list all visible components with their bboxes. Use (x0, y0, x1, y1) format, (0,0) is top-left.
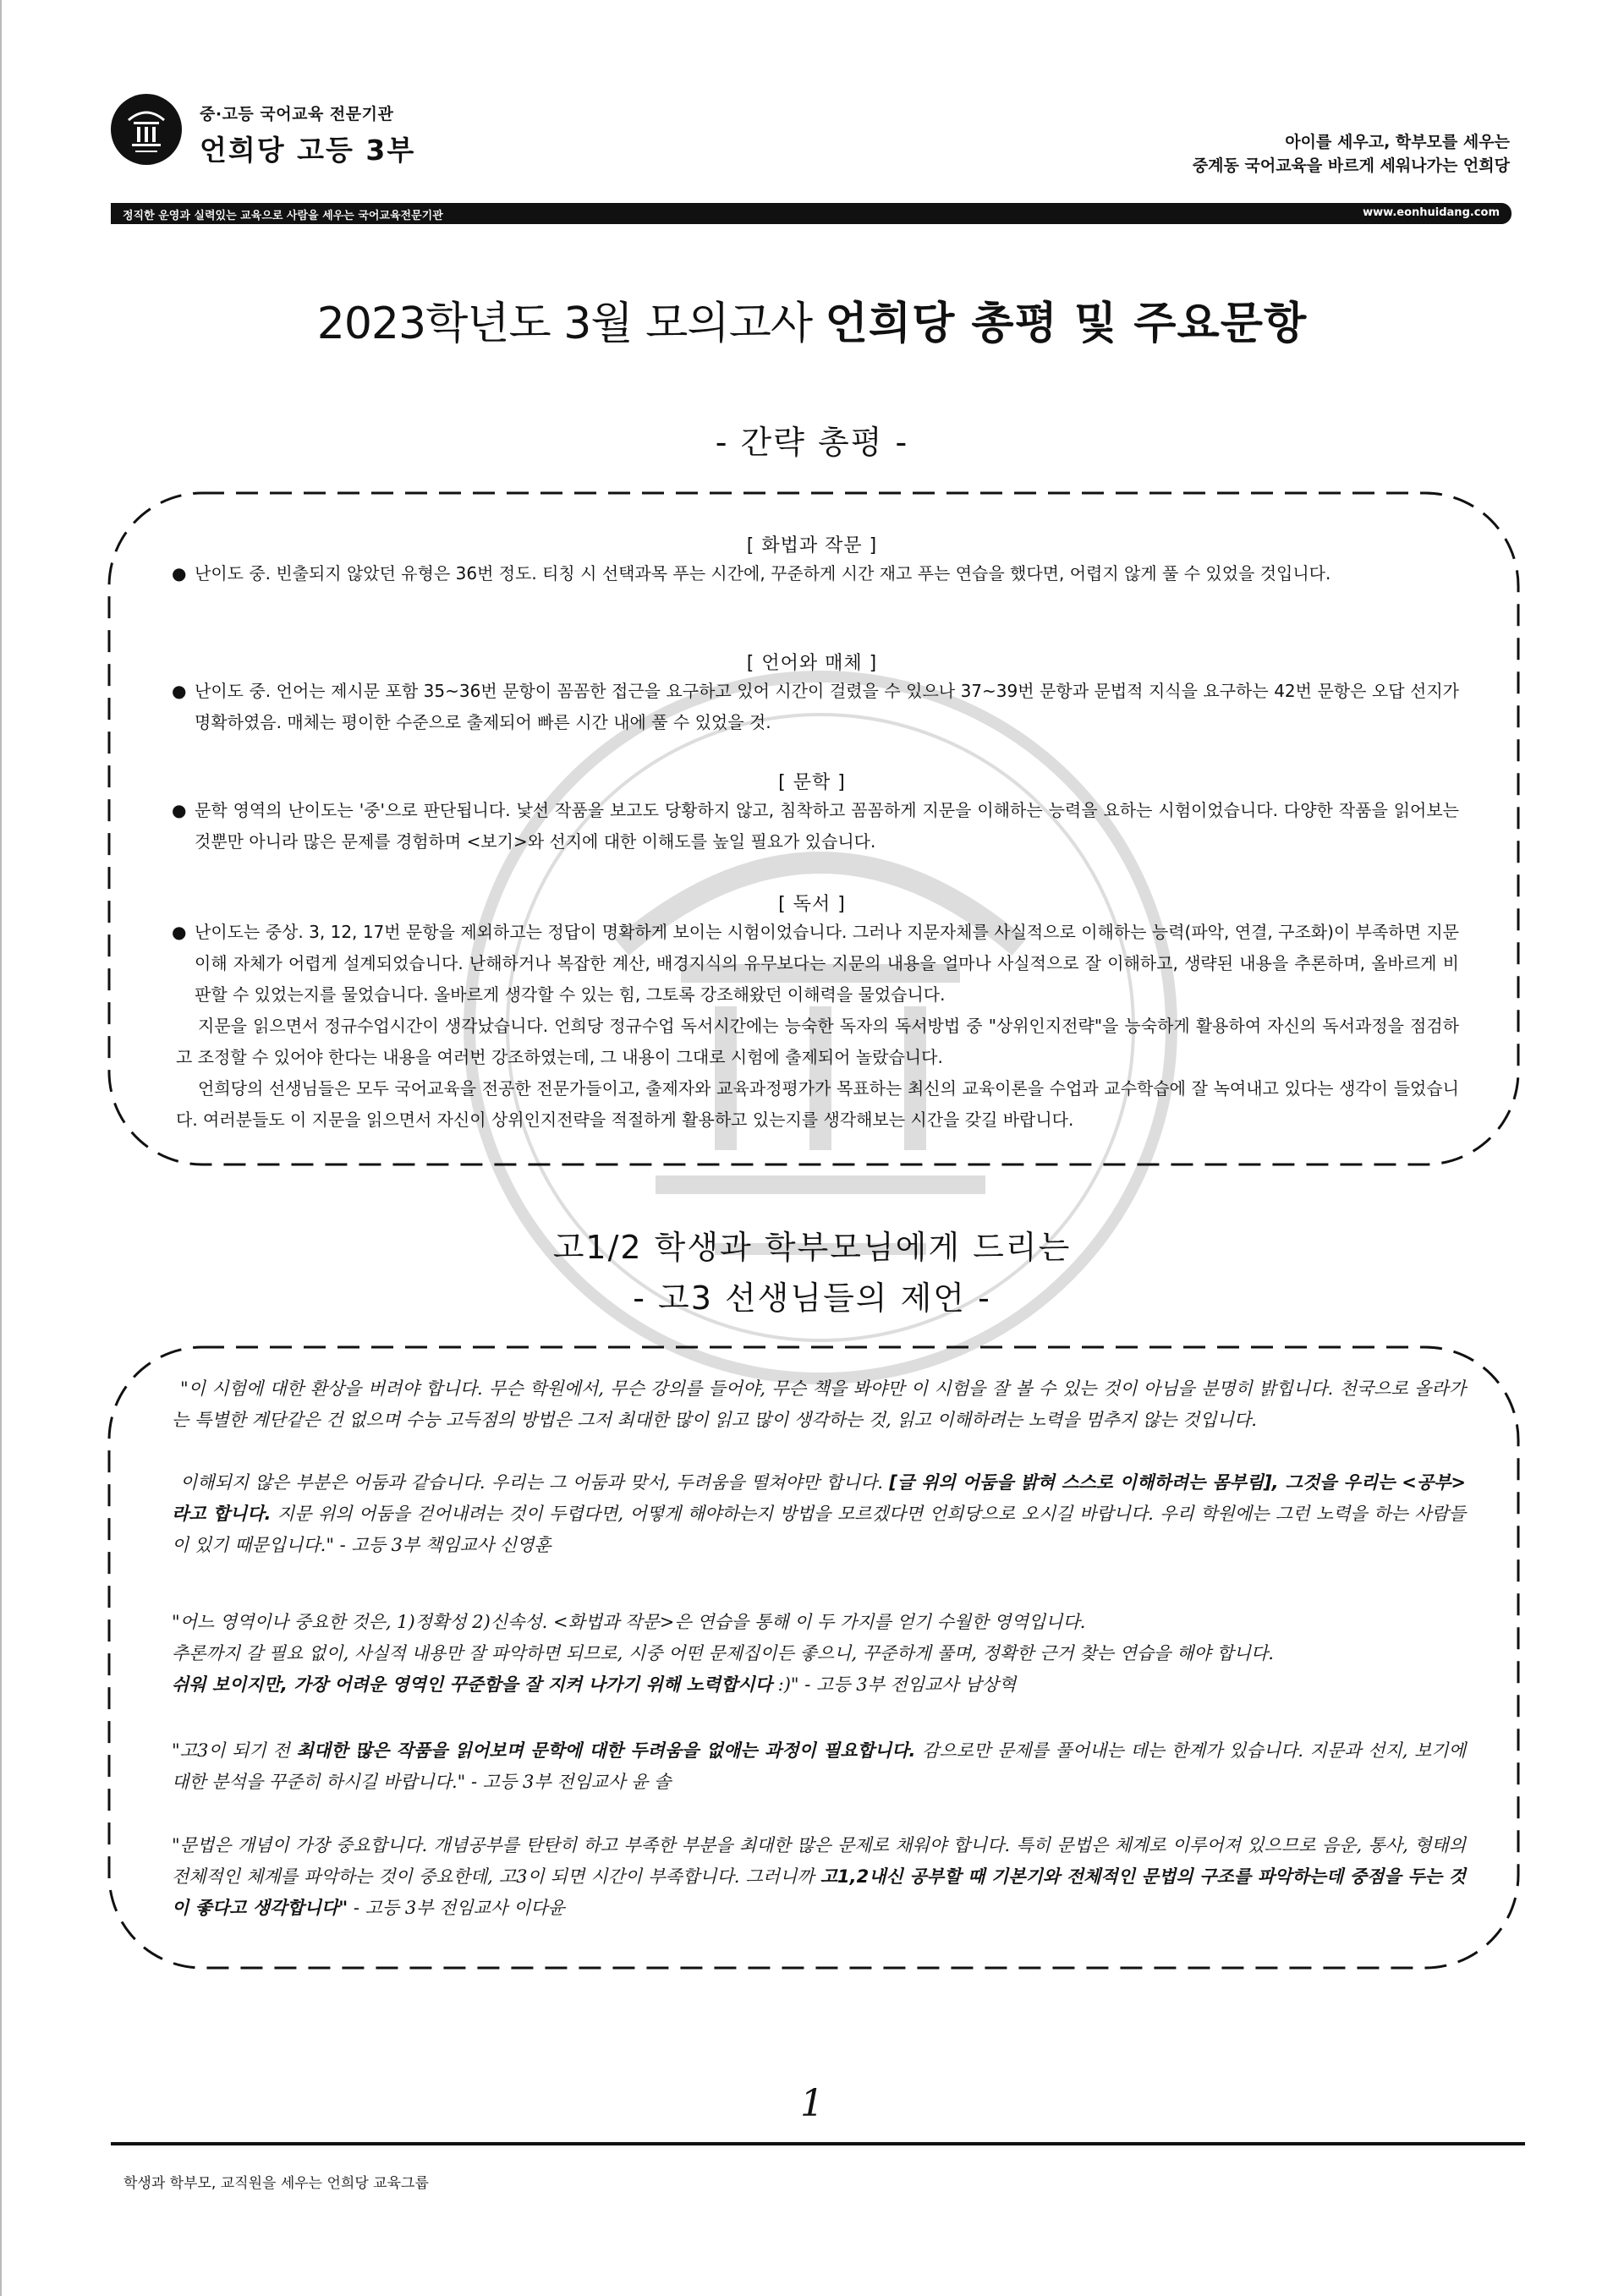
motto-line2: 중계동 국어교육을 바르게 세워나가는 언희당 (1192, 156, 1510, 175)
summary-language-media: 난이도 중. 언어는 제시문 포함 35~36번 문항이 꼼꼼한 접근을 요구하고 있어 시간이 걸렸을 수 있으나 37~39번 문항과 문법적 지식을 요구하는 42번 문항은 오답 선지가 명확하였음. 매체는 평이한 수준으로 출제되어 빠른 시간 내에 풀 수 있었을 것. (195, 681, 1459, 732)
summary-heading: - 간략 총평 - (715, 424, 909, 461)
advice-nam (172, 1607, 1466, 1701)
advice-yun-closing: 감으로만 문제를 풀어내는 데는 한계가 있습니다. 지문과 선지, 보기에 대한 분석을 꾸준히 하시길 바랍니다." - 고등 3부 전임교사 윤 솔 (172, 1740, 1466, 1792)
motto (1193, 130, 1510, 178)
advice-lee-lead: "문법은 개념이 가장 중요합니다. 개념공부를 탄탄히 하고 부족한 부분을 최대한 많은 문제로 채워야 합니다. 특히 문법은 체계로 이루어져 있으므로 음운, 통사, 형태의 전체적인 체계를 파악하는 것이 중요한데, 고3이 되면 시간이 부족합니다. 그러니까 (172, 1835, 1466, 1887)
subheading-language-media: [ 언어와 매체 ] (746, 653, 878, 674)
summary-reading: 난이도는 중상. 3, 12, 17번 문항을 제외하고는 정답이 명확하게 보이는 시험이었습니다. 그러나 지문자체를 사실적으로 이해하는 능력(파악, 연결, 구조화)이 부족하면 지문이해 자체가 어렵게 설계되었습니다. 난해하거나 복잡한 계산, 배경지식의 유무보다는 지문의 내용을 얼마나 사실적으로 잘 이해하고, 생략된 내용을 추론하며, 올바르게 비판할 수 있었는지를 물었습니다. 올바르게 생각할 수 있는 힘, 그토록 강조해왔던 이해력을 물었습니다. (195, 922, 1459, 1005)
footer-text: 학생과 학부모, 교직원을 세우는 언희당 교육그룹 (123, 2175, 429, 2192)
document-title (0, 288, 1624, 351)
bullet-icon: ● (172, 563, 187, 584)
advice-shin-intro: "이 시험에 대한 환상을 버려야 합니다. 무슨 학원에서, 무슨 강의를 들어야, 무슨 책을 봐야만 이 시험을 잘 볼 수 있는 것이 아님을 분명히 밝힙니다. 천국으로 올라가는 특별한 계단같은 건 없으며 수능 고득점의 방법은 그저 최대한 많이 읽고 많이 생각하는 것, 읽고 이해하려는 노력을 멈추지 않는 것입니다. (172, 1378, 1466, 1430)
advice-nam-p1: "어느 영역이나 중요한 것은, 1)정확성 2)신속성. <화법과 작문>은 연습을 통해 이 두 가지를 얻기 수월한 영역입니다. (172, 1612, 1086, 1632)
subheading-literature: [ 문학 ] (778, 772, 846, 793)
footer-rule (111, 2142, 1525, 2145)
advice-shin-text: 이해되지 않은 부분은 어둠과 같습니다. 우리는 그 어둠과 맞서, 두려움을 떨쳐야만 합니다. (180, 1472, 883, 1493)
summary-speech-writing: 난이도 중. 빈출되지 않았던 유형은 36번 정도. 티칭 시 선택과목 푸는 시간에, 꾸준하게 시간 재고 푸는 연습을 했다면, 어렵지 않게 풀 수 있었을 것입니다. (195, 563, 1331, 584)
org-name: 언희당 고등 3부 (200, 134, 416, 167)
advice-yun (172, 1735, 1466, 1798)
bullet-icon: ● (172, 681, 187, 701)
academy-logo (111, 94, 182, 165)
subheading-speech-writing: [ 화법과 작문 ] (746, 535, 878, 556)
banner-url: www.eonhuidang.com (1363, 206, 1500, 219)
motto-line1: 아이를 세우고, 학부모를 세우는 (1285, 133, 1510, 151)
page-number: 1 (800, 2082, 824, 2125)
advice-yun-lead: "고3이 되기 전 (172, 1740, 297, 1761)
org-subtitle: 중·고등 국어교육 전문기관 (200, 105, 394, 123)
summary-reading-2: 지문을 읽으면서 정규수업시간이 생각났습니다. 언희당 정규수업 독서시간에는 능숙한 독자의 독서방법 중 "상위인지전략"을 능숙하게 활용하여 자신의 독서과정을 점검하고 조정할 수 있어야 한다는 내용을 여러번 강조하였는데, 그 내용이 그대로 시험에 출제되어 놀랐습니다. (176, 1016, 1459, 1067)
advice-lee-signoff: - 고등 3부 전임교사 이다윤 (348, 1898, 565, 1918)
bullet-icon: ● (172, 922, 187, 942)
title-part2: 언희당 총평 및 주요문항 (825, 299, 1308, 349)
advice-nam-p3 (172, 1669, 1466, 1701)
advice-shin-emphasis: [글 위의 어둠을 밝혀 스스로 이해하려는 몸부림], 그것을 우리는 <공부>라고 합니다. (172, 1472, 1466, 1524)
advice-nam-p2: 추론까지 갈 필요 없이, 사실적 내용만 잘 파악하면 되므로, 시중 어떤 문제집이든 좋으니, 꾸준하게 풀며, 정확한 근거 찾는 연습을 해야 합니다. (172, 1643, 1274, 1663)
subheading-reading: [ 독서 ] (778, 894, 846, 915)
advice-shin-closing: 지문 위의 어둠을 걷어내려는 것이 두렵다면, 어떻게 해야하는지 방법을 모르겠다면 언희당으로 오시길 바랍니다. 우리 학원에는 그런 노력을 하는 사람들이 있기 때문입니다." - 고등 3부 책임교사 신영훈 (172, 1504, 1467, 1555)
advice-heading-line1: 고1/2 학생과 학부모님에게 드리는 (552, 1229, 1072, 1266)
bullet-icon: ● (172, 800, 187, 820)
advice-nam-emphasis: 쉬워 보이지만, 가장 어려운 영역인 꾸준함을 잘 지켜 나가기 위해 노력합시다 (172, 1674, 772, 1695)
title-part1: 2023학년도 3월 모의고사 (316, 299, 813, 349)
summary-literature: 문학 영역의 난이도는 '중'으로 판단됩니다. 낯선 작품을 보고도 당황하지 않고, 침착하고 꼼꼼하게 지문을 이해하는 능력을 요하는 시험이었습니다. 다양한 작품을 읽어보는 것뿐만 아니라 많은 문제를 경험하며 <보기>와 선지에 대한 이해도를 높일 필요가 있습니다. (195, 800, 1459, 852)
header-banner (111, 203, 1512, 224)
advice-lee-emphasis: 고1,2내신 공부할 때 기본기와 전체적인 문법의 구조를 파악하는데 중점을 두는 것이 좋다고 생각합니다" (172, 1866, 1466, 1918)
advice-shin-body (172, 1467, 1466, 1561)
advice-heading-line2: - 고3 선생님들의 제언 - (633, 1280, 991, 1317)
summary-reading-3: 언희당의 선생님들은 모두 국어교육을 전공한 전문가들이고, 출제자와 교육과정평가가 목표하는 최신의 교육이론을 수업과 교수학습에 잘 녹여내고 있다는 생각이 들었습니다. 여러분들도 이 지문을 읽으면서 자신이 상위인지전략을 적절하게 활용하고 있는지를 생각해보는 시간을 갖길 바랍니다. (176, 1078, 1459, 1130)
banner-slogan: 정직한 운영과 실력있는 교육으로 사람을 세우는 국어교육전문기관 (123, 210, 443, 222)
advice-lee (172, 1830, 1466, 1924)
advice-yun-emphasis: 최대한 많은 작품을 읽어보며 문학에 대한 두려움을 없애는 과정이 필요합니다. (296, 1740, 916, 1761)
advice-nam-signoff: :)" - 고등 3부 전임교사 남상혁 (771, 1674, 1017, 1695)
